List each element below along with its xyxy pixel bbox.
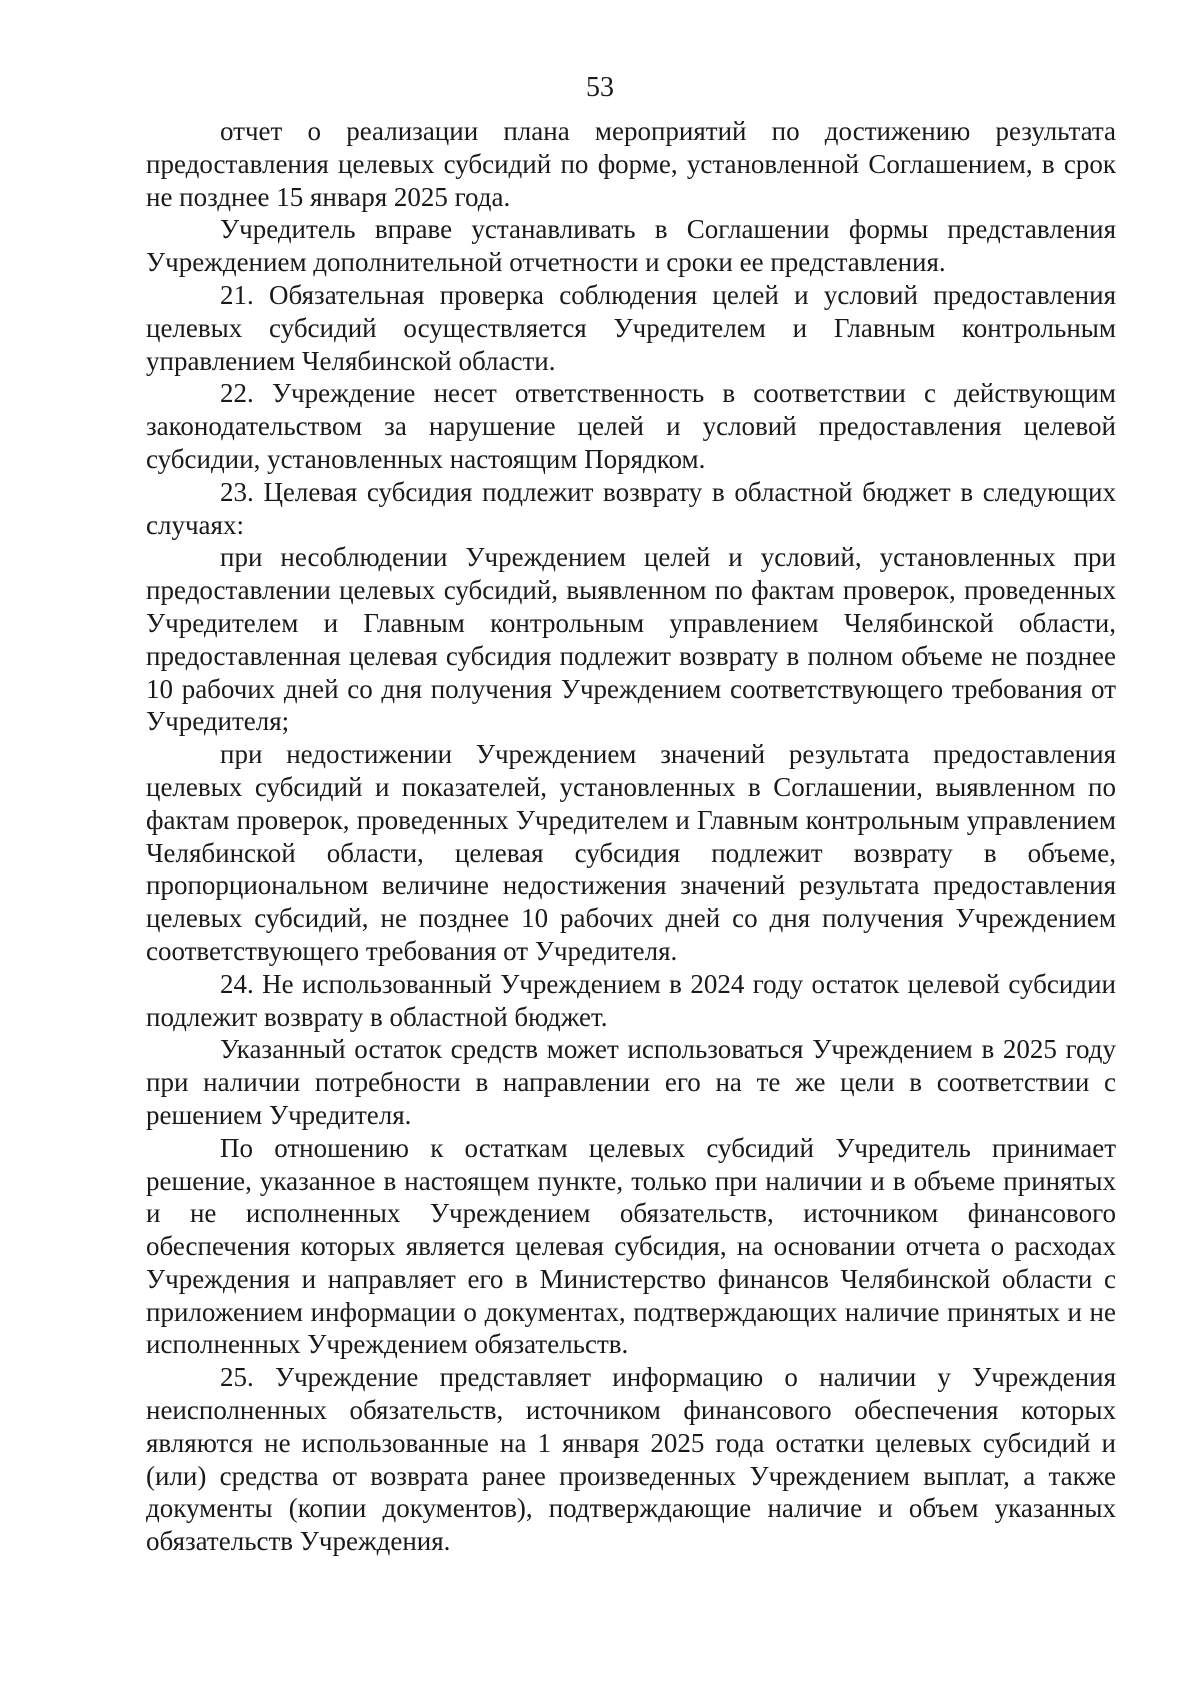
paragraph-24-unused-balance: 24. Не использованный Учреждением в 2024 году остаток целевой субсидии подлежит возврату в областной бюджет. bbox=[146, 968, 1116, 1032]
page-number: 53 bbox=[586, 72, 614, 103]
paragraph-22-responsibility: 22. Учреждение несет ответственность в соответствии с действующим законодательством за нарушение целей и условий предоставления целевой субсидии, установленных настоящим Порядком. bbox=[146, 378, 1116, 474]
paragraph-25-obligations-info: 25. Учреждение представляет информацию о наличии у Учреждения неисполненных обязательств, источником финансового обеспечения которых являются не использованные на 1 января 2025 года остатки целевых субсидий и (или) средства от возврата ранее произведенных Учреждением выплат, а также документы (копии документов), подтверждающие наличие и объем указанных обязательств Учреждения. bbox=[146, 1362, 1116, 1557]
paragraph-balance-decision: По отношению к остаткам целевых субсидий Учредитель принимает решение, указанное в настоящем пункте, только при наличии и в объеме принятых и не исполненных Учреждением обязательств, источником финансового обеспечения которых является целевая субсидия, на основании отчета о расходах Учреждения и направляет его в Министерство финансов Челябинской области с приложением информации о документах, подтверждающих наличие принятых и не исполненных Учреждением обязательств. bbox=[146, 1132, 1116, 1360]
paragraph-noncompliance-case: при несоблюдении Учреждением целей и условий, установленных при предоставлении целевых субсидий, выявленном по фактам проверок, проведенных Учредителем и Главным контрольным управлением Челябинской области, предоставленная целевая субсидия подлежит возврату в полном объеме не позднее 10 рабочих дней со дня получения Учреждением соответствующего требования от Учредителя; bbox=[146, 542, 1116, 737]
paragraph-nonachievement-case: при недостижении Учреждением значений результата предоставления целевых субсидий и показателей, установленных в Соглашении, выявленном по фактам проверок, проведенных Учредителем и Главным контрольным управлением Челябинской области, целевая субсидия подлежит возврату в объеме, пропорциональном величине недостижения значений результата предоставления целевых субсидий, не позднее 10 рабочих дней со дня получения Учреждением соответствующего требования от Учредителя. bbox=[146, 739, 1116, 966]
paragraph-21-mandatory-check: 21. Обязательная проверка соблюдения целей и условий предоставления целевых субсидий осуществляется Учредителем и Главным контрольным управлением Челябинской области. bbox=[146, 279, 1116, 376]
paragraph-23-return-cases: 23. Целевая субсидия подлежит возврату в областной бюджет в следующих случаях: bbox=[146, 476, 1116, 540]
paragraph-reporting-forms: Учредитель вправе устанавливать в Соглашении формы представления Учреждением дополнительной отчетности и сроки ее представления. bbox=[146, 214, 1116, 278]
paragraph-balance-usage: Указанный остаток средств может использоваться Учреждением в 2025 году при наличии потребности в направлении его на те же цели в соответствии с решением Учредителя. bbox=[146, 1034, 1116, 1130]
document-body bbox=[146, 115, 1116, 1558]
paragraph-report-deadline: отчет о реализации плана мероприятий по достижению результата предоставления целевых субсидий по форме, установленной Соглашением, в срок не позднее 15 января 2025 года. bbox=[146, 116, 1116, 212]
